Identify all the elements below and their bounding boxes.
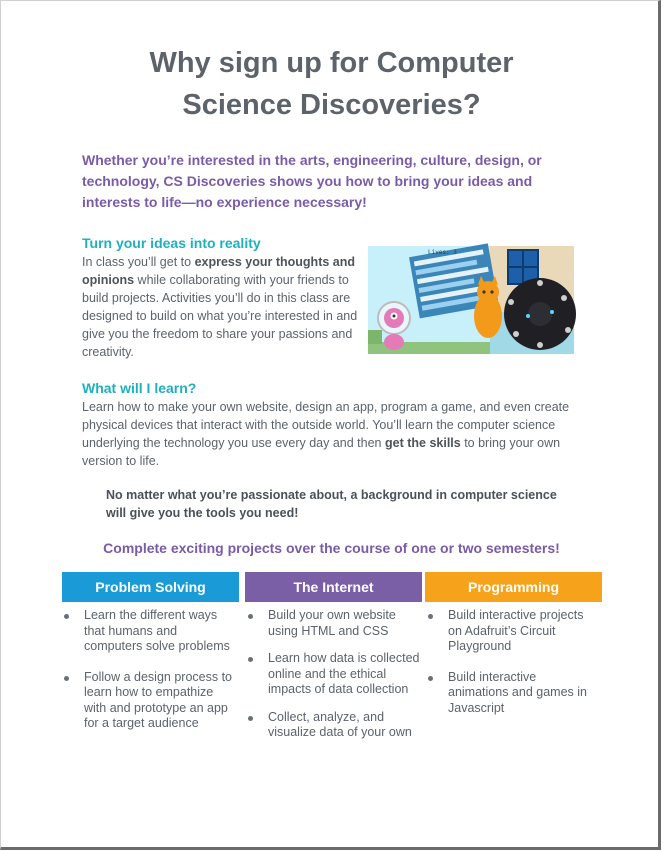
- bullet-icon: [428, 614, 433, 619]
- list-item-text: Learn the different ways that humans and computers solve problems: [84, 608, 230, 653]
- lives-label: Lives: 3: [428, 249, 457, 256]
- list-item-text: Follow a design process to learn how to empathize with and prototype an app for a target audience: [84, 669, 232, 730]
- bullet-icon: [428, 676, 433, 681]
- bullet-icon: [248, 614, 253, 619]
- section-learn-text: [82, 398, 582, 470]
- column-header-programming: Programming: [425, 572, 602, 602]
- title-line-2: Science Discoveries?: [182, 89, 481, 121]
- page-title: [60, 42, 603, 126]
- bullet-icon: [248, 716, 253, 721]
- section-ideas-text-start: In class you’ll get to: [82, 255, 195, 269]
- list-item-text: Build interactive animations and games in Javascript: [448, 669, 587, 715]
- grass-block: [368, 330, 382, 344]
- problem-solving-list: [64, 608, 236, 747]
- column-header-internet: The Internet: [245, 572, 422, 602]
- section-learn-text-start: Learn how to make your own website, design an app, program a game, and even create physical devices that interact with the outside world. You’ll learn the computer science underlying the technology you use every day and then: [82, 400, 570, 450]
- list-item: [248, 710, 420, 741]
- list-item-text: Build your own website using HTML and CSS: [268, 608, 396, 638]
- bullet-icon: [248, 657, 253, 662]
- game-illustration: [368, 242, 583, 357]
- list-item-text: Build interactive projects on Adafruit’s Circuit Playground: [448, 608, 584, 653]
- bullet-icon: [64, 614, 69, 619]
- title-line-1: Why sign up for Computer: [149, 47, 514, 79]
- list-item: [248, 651, 420, 698]
- list-item: [64, 670, 236, 732]
- callout-text: No matter what you’re passionate about, a background in computer science will give you the tools you need!: [106, 488, 557, 520]
- circuit-playground-board-icon: [504, 278, 576, 350]
- section-ideas-text: [82, 253, 360, 361]
- list-item: [248, 608, 420, 639]
- section-ideas-text-end: while collaborating with your friends to build projects. Activities you’ll do in this class are designed to build on what you’re interested in and give you the freedom to share your passions and creativity.: [82, 273, 358, 359]
- section-learn-bold: get the skills: [385, 436, 461, 450]
- section-heading-learn: What will I learn?: [82, 380, 197, 396]
- list-item: [428, 670, 600, 717]
- projects-heading: Complete exciting projects over the course of one or two semesters!: [103, 540, 560, 556]
- list-item-text: Collect, analyze, and visualize data of your own: [268, 709, 412, 739]
- list-item: [64, 608, 236, 655]
- list-item-text: Learn how data is collected online and the ethical impacts of data collection: [268, 651, 420, 696]
- section-ideas-bold: express your thoughts and opinions: [82, 255, 356, 287]
- section-learn-text-end: to bring your own version to life.: [82, 436, 561, 468]
- intro-paragraph: Whether you’re interested in the arts, engineering, culture, design, or technology, CS Discoveries shows you how to bring your ideas and interests to life—no experience necessary!: [82, 152, 542, 210]
- section-heading-ideas: Turn your ideas into reality: [82, 235, 261, 251]
- list-item: [428, 608, 600, 655]
- bullet-icon: [64, 676, 69, 681]
- programming-list: [428, 608, 600, 731]
- column-header-problem-solving: Problem Solving: [62, 572, 239, 602]
- internet-list: [248, 608, 420, 756]
